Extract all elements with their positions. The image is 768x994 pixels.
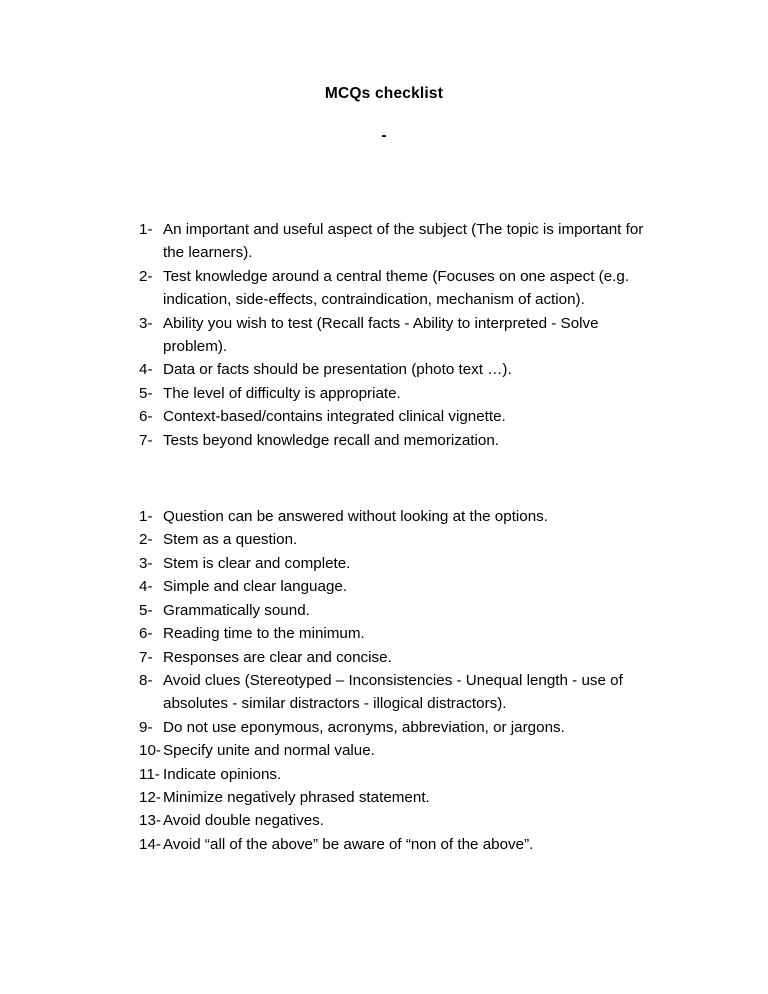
list-item-number: 12-: [139, 788, 161, 806]
list-item-number: 9-: [139, 718, 153, 736]
checklist-section-two: [0, 505, 768, 856]
list-item: [0, 646, 768, 669]
list-item-number: 7-: [139, 431, 153, 449]
list-item-number: 2-: [139, 267, 153, 285]
list-item-text: Data or facts should be presentation (photo text …).: [163, 361, 512, 379]
list-item-number: 13-: [139, 812, 161, 830]
list-item-text: Simple and clear language.: [163, 578, 348, 596]
list-item-text: Question can be answered without looking at the options.: [163, 508, 548, 526]
list-item-number: 10-: [139, 742, 161, 760]
list-item: [0, 622, 768, 645]
list-item-text: Context-based/contains integrated clinical vignette.: [163, 408, 506, 426]
list-item: [0, 218, 768, 265]
list-item-text: Tests beyond knowledge recall and memorization.: [163, 431, 499, 449]
list-item-text: The level of difficulty is appropriate.: [163, 384, 401, 402]
list-item-number: 6-: [139, 408, 153, 426]
list-item-number: 4-: [139, 361, 153, 379]
checklist-section-one: [0, 218, 768, 452]
list-item-number: 3-: [139, 314, 153, 332]
list-item-text: Responses are clear and concise.: [163, 648, 392, 666]
list-item-text: Avoid clues (Stereotyped – Inconsistencies - Unequal length - use of absolutes - similar distractors - illogical distractors).: [163, 671, 623, 713]
list-item-text: Reading time to the minimum.: [163, 625, 365, 643]
list-item: [0, 382, 768, 405]
list-item-text: Ability you wish to test (Recall facts - Ability to interpreted - Solve problem).: [163, 314, 599, 356]
list-item-text: Grammatically sound.: [163, 601, 310, 619]
list-item: [0, 528, 768, 551]
list-item-number: 5-: [139, 384, 153, 402]
list-item-number: 1-: [139, 508, 153, 526]
list-item: [0, 763, 768, 786]
list-item: [0, 429, 768, 452]
list-item: [0, 312, 768, 359]
list-item-number: 11-: [139, 765, 160, 783]
list-item-text: Avoid “all of the above” be aware of “non of the above”.: [163, 835, 534, 853]
list-item-number: 1-: [139, 221, 153, 238]
list-item: [0, 552, 768, 575]
list-item: [0, 358, 768, 381]
list-item-text: Avoid double negatives.: [163, 812, 324, 830]
list-item: [0, 575, 768, 598]
list-item: [0, 809, 768, 832]
list-item-text: An important and useful aspect of the subject (The topic is important for the learners).: [163, 221, 644, 262]
list-item: [0, 405, 768, 428]
page-subtitle: -: [381, 127, 387, 144]
list-item: [0, 739, 768, 762]
list-item-number: 6-: [139, 625, 153, 643]
list-item-text: Specify unite and normal value.: [163, 742, 375, 760]
list-item: [0, 265, 768, 312]
list-item-text: Do not use eponymous, acronyms, abbreviation, or jargons.: [163, 718, 565, 736]
page-title: MCQs checklist: [324, 85, 444, 102]
list-item-number: 3-: [139, 554, 153, 572]
list-item: [0, 599, 768, 622]
list-item: [0, 786, 768, 809]
list-item-number: 4-: [139, 578, 153, 596]
list-item-number: 8-: [139, 671, 153, 689]
list-item-number: 7-: [139, 648, 153, 666]
list-item: [0, 505, 768, 528]
list-item-number: 2-: [139, 531, 153, 549]
list-item: [0, 669, 768, 716]
list-item-number: 14-: [139, 835, 161, 853]
list-item-text: Test knowledge around a central theme (Focuses on one aspect (e.g. indication, side-effects, contraindication, mechanism of action).: [163, 267, 630, 309]
list-item-text: Stem as a question.: [163, 531, 298, 549]
list-item-number: 5-: [139, 601, 153, 619]
list-item: [0, 833, 768, 856]
list-item-text: Stem is clear and complete.: [163, 554, 351, 572]
list-item-text: Minimize negatively phrased statement.: [163, 788, 430, 806]
list-item-text: Indicate opinions.: [163, 765, 282, 783]
list-item: [0, 716, 768, 739]
